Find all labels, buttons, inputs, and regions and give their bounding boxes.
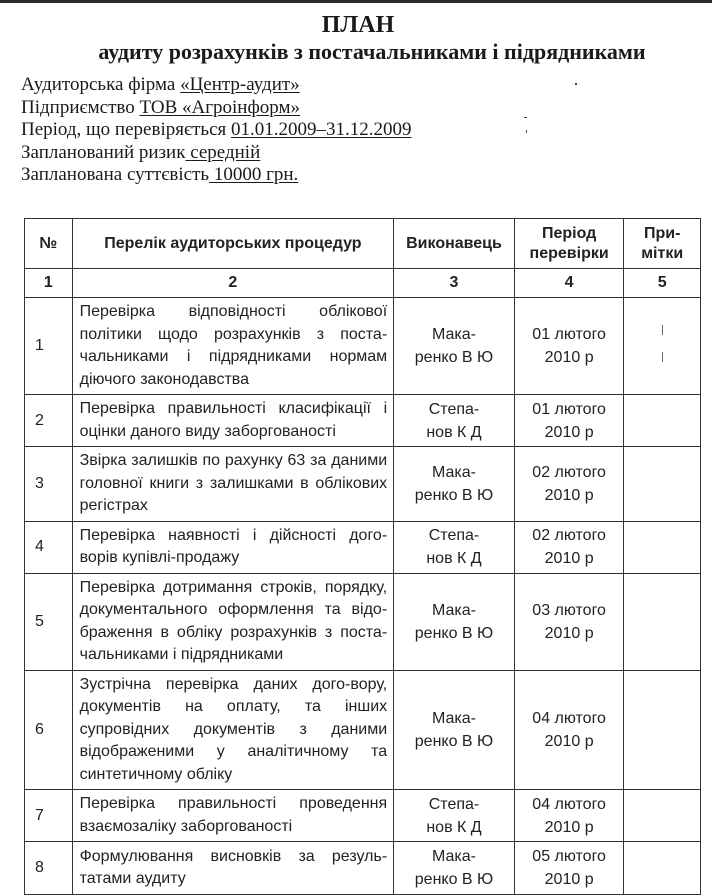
meta-value: «Центр-аудит» xyxy=(180,74,300,95)
row-number: 5 xyxy=(25,573,73,670)
column-number: 1 xyxy=(25,269,73,298)
column-number-row xyxy=(25,269,701,298)
table-row xyxy=(25,395,701,447)
row-number: 6 xyxy=(25,670,73,790)
notes-cell xyxy=(624,447,701,522)
scan-mark xyxy=(662,352,663,362)
executor-cell: Степа- нов К Д xyxy=(394,790,515,842)
notes-cell xyxy=(624,790,701,842)
table-row xyxy=(25,298,701,395)
table-row xyxy=(25,670,701,790)
period-cell: 04 лютого 2010 р xyxy=(514,790,624,842)
meta-value: середній xyxy=(190,141,261,163)
table-header-row xyxy=(25,219,701,269)
table-row xyxy=(25,447,701,522)
procedure-cell: Перевірка дотримання строків, порядку, документального оформлення та відо-браження в обліку розрахунків з поста-чальниками і підрядниками xyxy=(72,573,394,670)
period-cell: 01 лютого 2010 р xyxy=(514,298,624,395)
column-number: 4 xyxy=(514,269,624,298)
meta-enterprise xyxy=(21,97,418,120)
executor-cell: Мака- ренко В Ю xyxy=(394,298,515,395)
notes-cell xyxy=(624,298,701,395)
meta-label: Запланована суттєвість xyxy=(21,164,210,185)
row-number: 4 xyxy=(25,521,73,573)
procedure-cell: Перевірка наявності і дійсності дого-ворів купівлі-продажу xyxy=(72,521,394,573)
meta-label: Запланований ризик xyxy=(21,141,186,163)
row-number: 8 xyxy=(25,842,73,895)
period-cell: 04 лютого 2010 р xyxy=(514,670,624,790)
document-title: ПЛАН xyxy=(321,12,395,38)
period-cell: 02 лютого 2010 р xyxy=(514,447,624,522)
procedure-cell: Зустрічна перевірка даних дого-вору, документів на оплату, та інших супровідних документів з даними відображеними у аналітичному та синтетичному обліку xyxy=(72,670,394,790)
meta-audit-firm xyxy=(21,74,418,97)
table-row xyxy=(25,842,701,895)
meta-label: Підприємство xyxy=(21,96,135,118)
table-row xyxy=(25,790,701,842)
procedure-cell: Формулювання висновків за резуль-татами аудиту xyxy=(72,842,394,895)
executor-cell: Степа- нов К Д xyxy=(394,521,515,573)
notes-cell xyxy=(624,573,701,670)
column-number: 3 xyxy=(394,269,515,298)
meta-value: 01.01.2009–31.12.2009 xyxy=(231,119,412,140)
header-period: Період перевірки xyxy=(514,219,624,269)
executor-cell: Мака- ренко В Ю xyxy=(394,447,515,522)
meta-planned-risk xyxy=(21,142,418,165)
scan-speck xyxy=(524,117,527,118)
row-number: 1 xyxy=(25,298,73,395)
column-number: 5 xyxy=(624,269,701,298)
document-subtitle: аудиту розрахунків з постачальниками і підрядниками xyxy=(98,39,646,64)
procedure-cell: Перевірка правильності класифікації і оцінки даного виду заборгованості xyxy=(72,395,394,447)
meta-materiality xyxy=(21,164,418,187)
period-cell: 03 лютого 2010 р xyxy=(514,573,624,670)
period-cell: 05 лютого 2010 р xyxy=(514,842,624,895)
meta-audit-period xyxy=(21,119,418,142)
header-executor: Виконавець xyxy=(394,219,515,269)
header-notes: При- мітки xyxy=(624,219,701,269)
header-number: № xyxy=(25,219,73,269)
row-number: 2 xyxy=(25,395,73,447)
header-procedures: Перелік аудиторських процедур xyxy=(72,219,394,269)
scan-speck xyxy=(575,83,577,85)
row-number: 3 xyxy=(25,447,73,522)
top-rule xyxy=(0,0,712,3)
meta-value: ТОВ «Агроінформ» xyxy=(139,96,301,118)
procedure-cell: Перевірка відповідності облікової політики щодо розрахунків з поста-чальниками і підрядниками нормам діючого законодавства xyxy=(72,298,394,395)
row-number: 7 xyxy=(25,790,73,842)
period-cell: 02 лютого 2010 р xyxy=(514,521,624,573)
executor-cell: Мака- ренко В Ю xyxy=(394,670,515,790)
table-row xyxy=(25,521,701,573)
executor-cell: Мака- ренко В Ю xyxy=(394,842,515,895)
plan-metadata xyxy=(21,74,418,187)
procedure-cell: Перевірка правильності проведення взаємозаліку заборгованості xyxy=(72,790,394,842)
notes-cell xyxy=(624,842,701,895)
notes-cell xyxy=(624,521,701,573)
notes-cell xyxy=(624,670,701,790)
scan-mark xyxy=(662,325,663,335)
executor-cell: Степа- нов К Д xyxy=(394,395,515,447)
notes-cell xyxy=(624,395,701,447)
scan-speck xyxy=(526,130,527,133)
meta-value: 10000 грн. xyxy=(213,164,299,185)
period-cell: 01 лютого 2010 р xyxy=(514,395,624,447)
meta-label: Період, що перевіряється xyxy=(21,119,227,140)
table-row xyxy=(25,573,701,670)
column-number: 2 xyxy=(72,269,394,298)
executor-cell: Мака- ренко В Ю xyxy=(394,573,515,670)
meta-label: Аудиторська фірма xyxy=(21,74,176,95)
audit-plan-table xyxy=(24,218,701,895)
procedure-cell: Звірка залишків по рахунку 63 за даними головної книги з залишками в облікових регістрах xyxy=(72,447,394,522)
